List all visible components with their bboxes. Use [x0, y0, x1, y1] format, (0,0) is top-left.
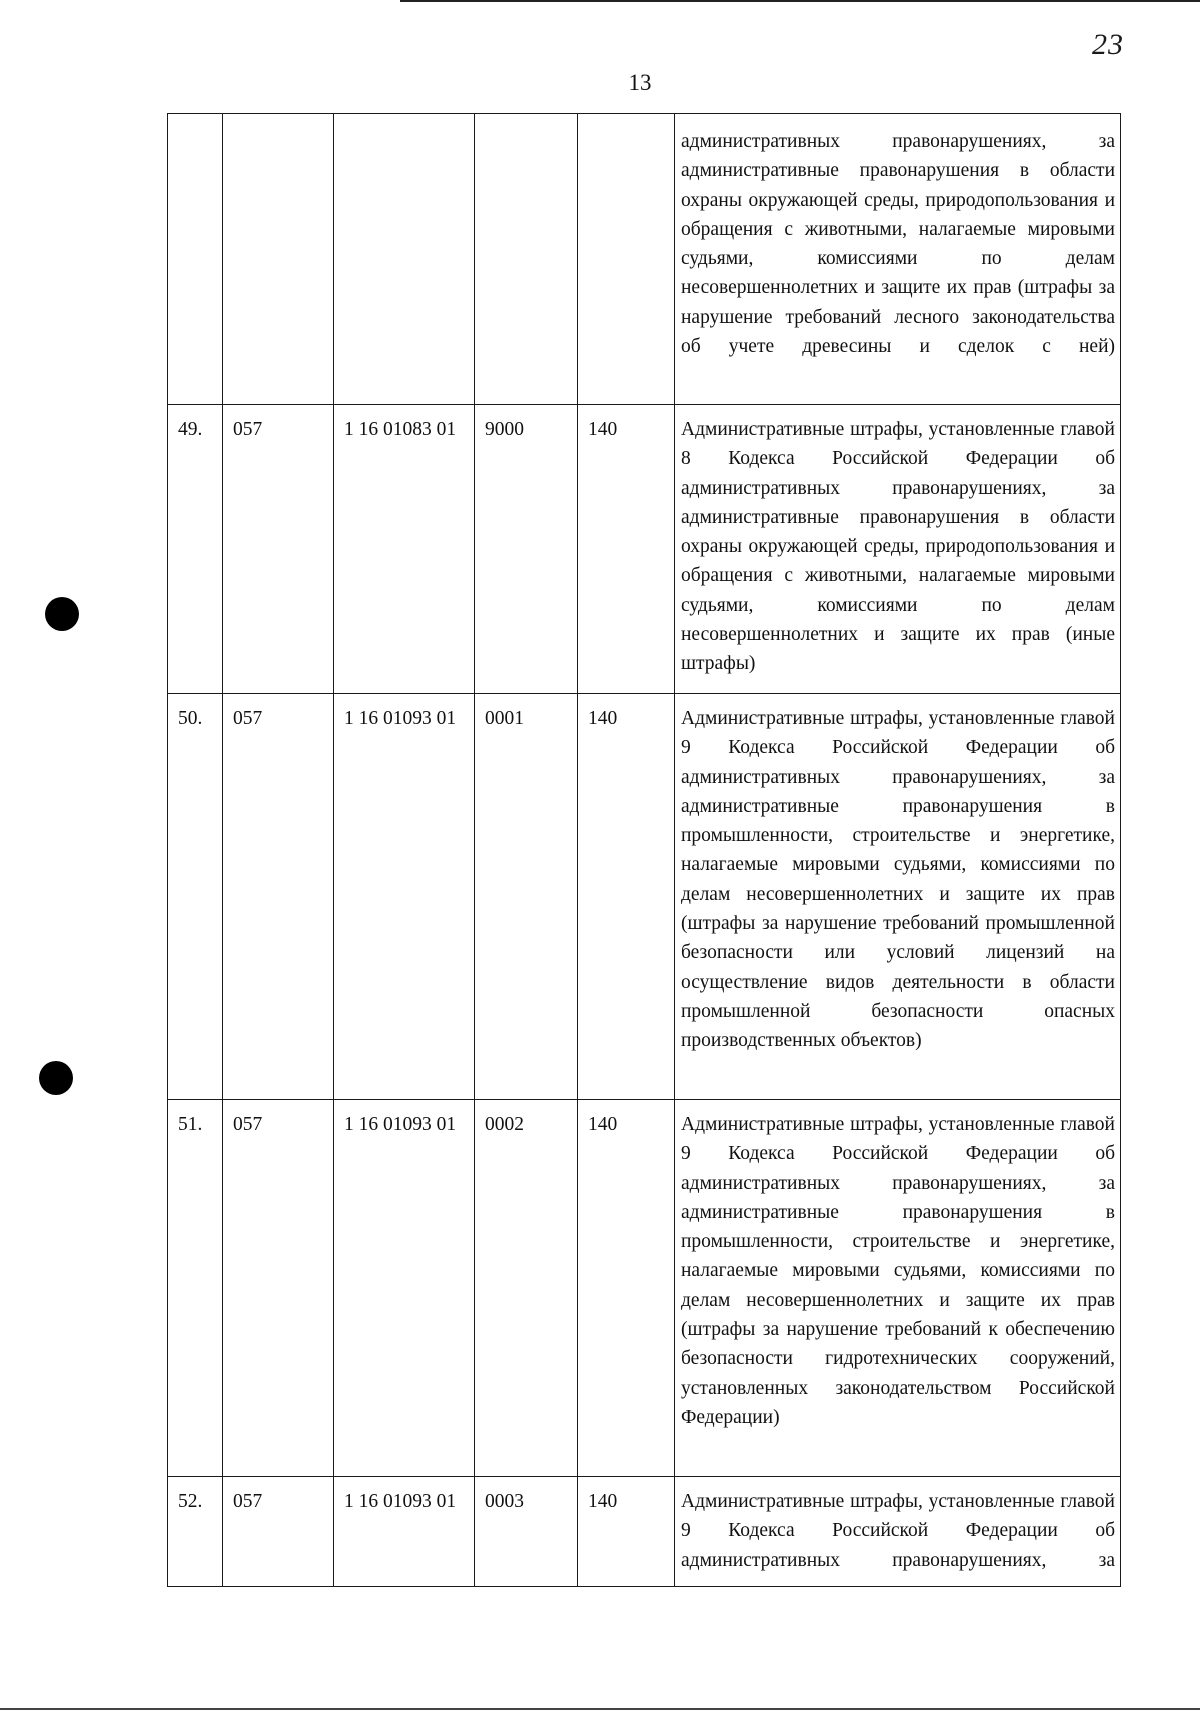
subtype-code-cell: 0003 [475, 1477, 578, 1587]
income-code-cell: 1 16 01083 01 [334, 405, 475, 694]
subtype-code-cell: 0001 [475, 694, 578, 1100]
description-cell: Административные штрафы, установленные главой 9 Кодекса Российской Федерации об административных правонарушениях, за [675, 1477, 1121, 1587]
punch-hole-mark [45, 597, 79, 631]
row-number-cell [168, 114, 223, 405]
handwritten-page-number: 23 [1092, 28, 1124, 61]
budget-code-table [167, 113, 1121, 1587]
kosgu-code-cell: 140 [578, 1100, 675, 1477]
income-code-cell: 1 16 01093 01 [334, 1477, 475, 1587]
row-number-cell: 49. [168, 405, 223, 694]
admin-code-cell [223, 114, 334, 405]
kosgu-code-cell: 140 [578, 405, 675, 694]
subtype-code-cell: 0002 [475, 1100, 578, 1477]
description-cell: Административные штрафы, установленные главой 9 Кодекса Российской Федерации об административных правонарушениях, за административные правонарушения в промышленности, строительстве и энергетике, налагаемые мировыми судьями, комиссиями по делам несовершеннолетних и защите их прав (штрафы за нарушение требований промышленной безопасности или условий лицензий на осуществление видов деятельности в области промышленной безопасности опасных производственных объектов) [675, 694, 1121, 1100]
income-code-cell: 1 16 01093 01 [334, 694, 475, 1100]
table-row [168, 1477, 1121, 1587]
admin-code-cell: 057 [223, 1477, 334, 1587]
kosgu-code-cell: 140 [578, 1477, 675, 1587]
income-code-cell: 1 16 01093 01 [334, 1100, 475, 1477]
income-code-cell [334, 114, 475, 405]
table-row [168, 114, 1121, 405]
row-number-cell: 51. [168, 1100, 223, 1477]
punch-hole-mark [39, 1061, 73, 1095]
table-row [168, 1100, 1121, 1477]
subtype-code-cell: 9000 [475, 405, 578, 694]
kosgu-code-cell: 140 [578, 694, 675, 1100]
row-number-cell: 50. [168, 694, 223, 1100]
row-number-cell: 52. [168, 1477, 223, 1587]
table-row [168, 405, 1121, 694]
admin-code-cell: 057 [223, 1100, 334, 1477]
description-cell: Административные штрафы, установленные главой 9 Кодекса Российской Федерации об административных правонарушениях, за административные правонарушения в промышленности, строительстве и энергетике, налагаемые мировыми судьями, комиссиями по делам несовершеннолетних и защите их прав (штрафы за нарушение требований к обеспечению безопасности гидротехнических сооружений, установленных законодательством Российской Федерации) [675, 1100, 1121, 1477]
admin-code-cell: 057 [223, 405, 334, 694]
description-cell: административных правонарушениях, за административные правонарушения в области охраны окружающей среды, природопользования и обращения с животными, налагаемые мировыми судьями, комиссиями по делам несовершеннолетних и защите их прав (штрафы за нарушение требований лесного законодательства об учете древесины и сделок с ней) [675, 114, 1121, 405]
subtype-code-cell [475, 114, 578, 405]
top-edge-rule [400, 0, 1200, 2]
table-row [168, 694, 1121, 1100]
kosgu-code-cell [578, 114, 675, 405]
page-number: 13 [628, 70, 652, 95]
bottom-edge-rule [0, 1708, 1200, 1710]
admin-code-cell: 057 [223, 694, 334, 1100]
description-cell: Административные штрафы, установленные главой 8 Кодекса Российской Федерации об административных правонарушениях, за административные правонарушения в области охраны окружающей среды, природопользования и обращения с животными, налагаемые мировыми судьями, комиссиями по делам несовершеннолетних и защите их прав (иные штрафы) [675, 405, 1121, 694]
